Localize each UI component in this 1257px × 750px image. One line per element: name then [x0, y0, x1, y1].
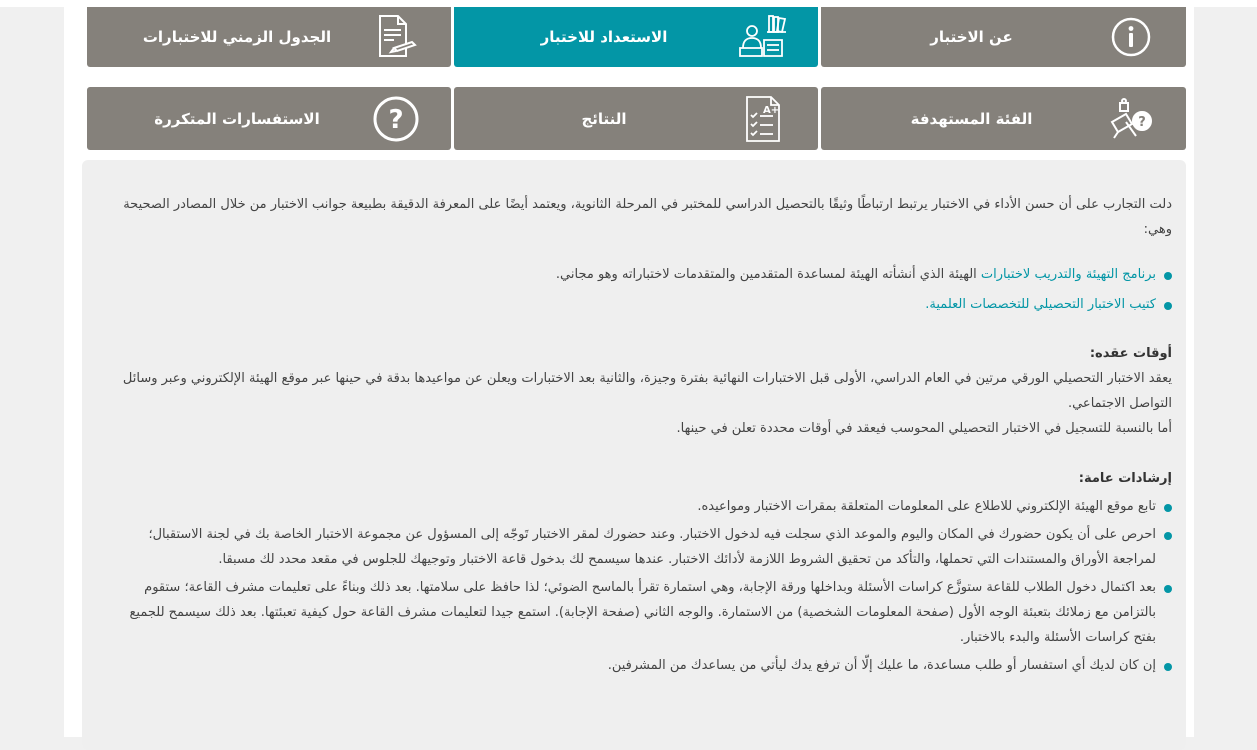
training-program-desc: الهيئة الذي أنشأته الهيئة لمساعدة المتقدمين والمتقدمات لاختباراته وهو مجاني.	[555, 267, 981, 282]
tab-target-group[interactable]	[821, 87, 1186, 150]
tab-faq-label: الاستفسارات المتكررة	[154, 109, 320, 128]
list-item: احرص على أن يكون حضورك في المكان واليوم والموعد الذي سجلت فيه لدخول الاختبار. وعند حضورك لمقر الاختبار تَوجّه إلى المسؤول عن مجموعة الاختبار الخاصة بك في لجنة الاستقبال؛ لمراجعة الأوراق والمستندات التي تحملها، والتأكد من تحقيق الشروط اللازمة لأدائك الاختبار. عندها سيسمح لك بدخول قاعة الاختبار وتوجيهك للجلوس في مقعد محدد لك مسبقا.	[112, 522, 1172, 572]
tab-exam-preparation[interactable]	[454, 7, 818, 67]
list-item: تابع موقع الهيئة الإلكتروني للاطلاع على المعلومات المتعلقة بمقرات الاختبار ومواعيده.	[112, 494, 1172, 519]
svg-text:?: ?	[1138, 114, 1146, 130]
guidelines-list	[112, 494, 1172, 678]
list-item	[112, 262, 1172, 287]
tab-about-exam[interactable]	[821, 7, 1186, 67]
tab-exam-preparation-label: الاستعداد للاختبار	[540, 28, 668, 46]
list-item: إن كان لديك أي استفسار أو طلب مساعدة، ما عليك إلّا أن ترفع يدك ليأتي من يساعدك من المشرفين.	[112, 653, 1172, 678]
svg-text:A+: A+	[763, 104, 780, 116]
times-paragraph-2: أما بالنسبة للتسجيل في الاختبار التحصيلي المحوسب فيعقد في أوقات محددة تعلن في حينها.	[676, 421, 1172, 436]
content-panel	[82, 160, 1186, 750]
document-pen-icon	[367, 13, 425, 61]
tab-faq[interactable]	[87, 87, 451, 150]
top-bar	[0, 0, 1257, 7]
intro-text: دلت التجارب على أن حسن الأداء في الاختبار يرتبط ارتباطًا وثيقًا بالتحصيل الدراسي للمختبر في المرحلة الثانوية، ويعتمد أيضًا على المعرفة الدقيقة بطبيعة جوانب الاختبار من خلال المصادر الصحيحة وهي:	[123, 197, 1172, 237]
tab-exam-schedule-label: الجدول الزمني للاختبارات	[142, 28, 332, 46]
info-icon	[1102, 13, 1160, 61]
tab-about-exam-label: عن الاختبار	[930, 28, 1013, 46]
guidelines-heading: إرشادات عامة:	[1078, 471, 1172, 486]
tab-exam-schedule[interactable]	[87, 7, 451, 67]
tab-target-group-label: الفئة المستهدفة	[910, 109, 1033, 128]
times-heading: أوقات عقده:	[1089, 346, 1172, 361]
exam-sheet-icon	[734, 95, 792, 143]
study-icon	[734, 13, 792, 61]
training-program-link[interactable]: برنامج التهيئة والتدريب لاختبارات	[980, 267, 1156, 282]
times-paragraph-1: يعقد الاختبار التحصيلي الورقي مرتين في العام الدراسي، الأولى قبل الاختبارات النهائية بفترة وجيزة، والثانية بعد الاختبارات ويعلن عن مواعيدها بدقة في حينها عبر موقع الهيئة الإلكتروني وعبر وسائل التواصل الاجتماعي.	[122, 371, 1172, 411]
list-item	[112, 292, 1172, 317]
tab-results-label: النتائج	[581, 109, 627, 128]
svg-text:?: ?	[388, 104, 404, 135]
tab-results[interactable]	[454, 87, 818, 150]
target-person-icon	[1102, 95, 1160, 143]
booklet-link[interactable]: كتيب الاختبار التحصيلي للتخصصات العلمية.	[925, 297, 1156, 312]
list-item: بعد اكتمال دخول الطلاب للقاعة ستوزَّع كراسات الأسئلة وبداخلها ورقة الإجابة، وهي استمارة تقرأ بالماسح الضوئي؛ لذا حافظ على سلامتها. بعد ذلك وبناءً على تعليمات مشرف القاعة؛ ستقوم بالتزامن مع زملائك بتعبئة الوجه الأول (صفحة المعلومات الشخصية) من الاستمارة. والوجه الثاني (صفحة الإجابة). استمع جيدا لتعليمات مشرف القاعة حول كيفية تعبئتها. بعد ذلك سيسمح للجميع بفتح كراسات الأسئلة والبدء بالاختبار.	[112, 575, 1172, 650]
question-icon	[367, 95, 425, 143]
resources-list	[112, 262, 1172, 317]
